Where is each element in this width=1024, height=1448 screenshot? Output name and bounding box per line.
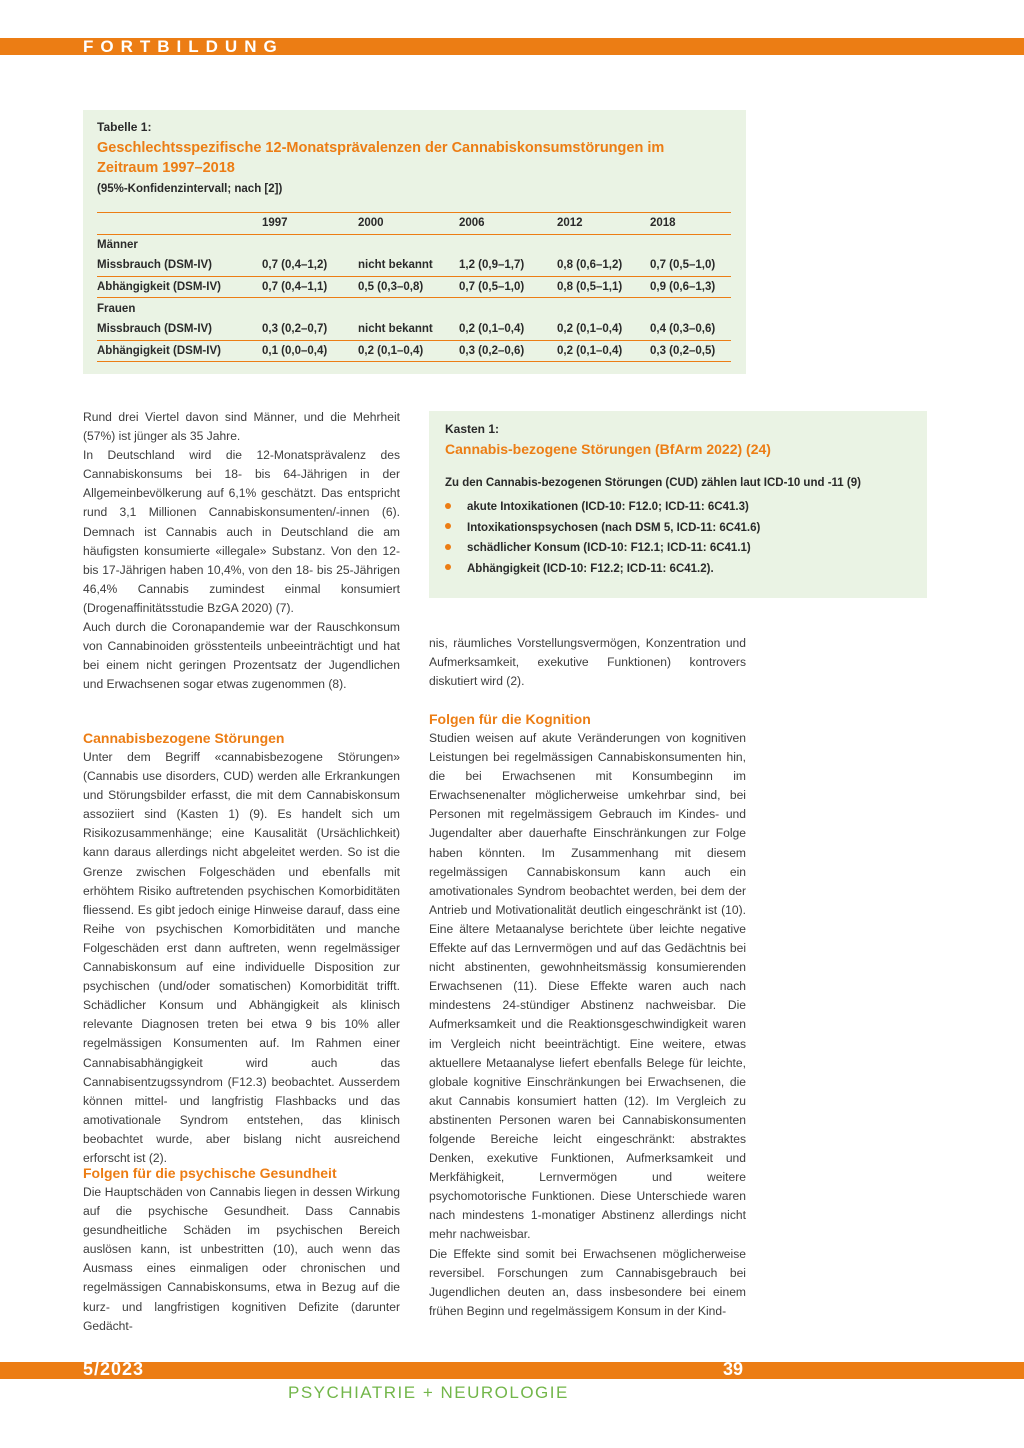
body-paragraph: In Deutschland wird die 12-Monatsprävalenz des Cannabiskonsums bei 18- bis 64-Jährigen in der Allgemeinbevölkerung auf 6,1% geschätzt. Das entspricht rund 3,1 Millionen Cannabiskonsumenten/-innen (6). Demnach ist Cannabis auch in Deutschland die am häufigsten konsumierte «illegale» Substanz. Von den 12- bis 17-Jährigen haben 10,4%, von den 18- bis 25-Jährigen 46,4% Cannabis zumindest einmal konsumiert (Drogenaffinitätsstudie BzGA 2020) (7). bbox=[83, 448, 400, 615]
list-item bbox=[445, 559, 760, 580]
list-item-text: Intoxikationspsychosen (nach DSM 5, ICD-11: 6C41.6) bbox=[467, 521, 761, 534]
list-item bbox=[445, 497, 760, 518]
table-row bbox=[97, 319, 731, 340]
table-header-row bbox=[97, 213, 731, 235]
kasten-title: Cannabis-bezogene Störungen (BfArm 2022) (24) bbox=[445, 441, 771, 457]
section-heading: Folgen für die Kognition bbox=[429, 711, 591, 727]
bullet-icon bbox=[445, 523, 451, 529]
row-label: Missbrauch (DSM-IV) bbox=[97, 323, 213, 336]
header-cell-year: 2006 bbox=[459, 217, 485, 230]
list-item-text: Abhängigkeit (ICD-10: F12.2; ICD-11: 6C41.2). bbox=[467, 562, 714, 575]
bullet-icon bbox=[445, 503, 451, 509]
table-cell: 0,7 (0,4–1,1) bbox=[262, 281, 328, 294]
table-cell: 0,3 (0,2–0,5) bbox=[650, 344, 716, 357]
body-paragraph: Auch durch die Coronapandemie war der Rauschkonsum von Cannabinoiden grösstenteils unbeeinträchtigt und hat bei einem nicht geringen Prozentsatz der Jugendlichen und Erwachsenen sogar etwas zugenommen (8). bbox=[83, 620, 400, 692]
kasten-intro: Zu den Cannabis-bezogenen Störungen (CUD) zählen laut ICD-10 und -11 (9) bbox=[445, 477, 861, 489]
group-row-maenner bbox=[97, 234, 731, 255]
section-heading: Cannabisbezogene Störungen bbox=[83, 730, 285, 746]
group-label: Männer bbox=[97, 238, 138, 251]
body-paragraph: Rund drei Viertel davon sind Männer, und die Mehrheit (57%) ist jünger als 35 Jahre. bbox=[83, 410, 400, 444]
table-row bbox=[97, 255, 731, 276]
list-item bbox=[445, 518, 760, 539]
header-cell-year: 2018 bbox=[650, 217, 676, 230]
table-cell: 0,7 (0,5–1,0) bbox=[650, 259, 716, 272]
kasten-list bbox=[445, 497, 760, 579]
body-paragraph: Unter dem Begriff «cannabisbezogene Störungen» (Cannabis use disorders, CUD) werden alle Erkrankungen und Störungsbilder erfasst, die mit dem Cannabiskonsum assoziiert sind (Kasten 1) (9). Es handelt sich um Risikozusammenhänge; eine Kausalität (Ursächlichkeit) kann daraus allerdings nicht abgeleitet werden. So ist die Grenze zwischen Folgeschäden und ebenfalls mit erhöhtem Risiko auftretenden psychischen Komorbiditäten fliessend. Es gibt jedoch einige Hinweise darauf, dass eine Reihe von psychischen Komorbiditäten und manche Folgeschäden erst dann auftreten, wenn regelmässiger Cannabiskonsum auf eine individuelle Disposition zur psychischen (und/oder somatischen) Komorbidität trifft. Schädlicher Konsum und Abhängigkeit als klinisch relevante Diagnosen treten bei etwa 9 bis 10% aller regelmässigen Konsumenten auf. Im Rahmen einer Cannabisabhängigkeit wird auch das Cannabisentzugssyndrom (F12.3) beobachtet. Ausserdem können mittel- und langfristig Flashbacks und das amotivationale Syndrom entstehen, das klinisch beobachtet wurde, aber bislang nicht ausreichend erforscht ist (2). bbox=[83, 750, 400, 1165]
table-cell: 0,3 (0,2–0,6) bbox=[459, 344, 525, 357]
prevalence-table bbox=[97, 212, 731, 362]
table-row bbox=[97, 340, 731, 362]
group-label: Frauen bbox=[97, 302, 136, 315]
bottom-accent-bar bbox=[0, 1362, 1024, 1379]
table-cell: 0,2 (0,1–0,4) bbox=[459, 323, 525, 336]
bullet-icon bbox=[445, 564, 451, 570]
body-paragraph: Die Hauptschäden von Cannabis liegen in dessen Wirkung auf die psychische Gesundheit. Dass Cannabis gesundheitliche Schäden im psychischen Bereich auslösen kann, ist unbestritten (10), auch wenn das Ausmass eines einmaligen oder chronischen und regelmässigen Cannabiskonsums, etwa in Bezug auf die kurz- und langfristigen kognitiven Defizite (darunter Gedächt- bbox=[83, 1185, 400, 1333]
section-kognition bbox=[429, 709, 746, 1321]
body-paragraph: Studien weisen auf akute Veränderungen von kognitiven Leistungen bei regelmässigen Cannabiskonsumenten hin, die bei Erwachsenen mit Konsumbeginn im Erwachsenenalter möglicherweise umkehrbar sind, bei Personen mit regelmässigem Gebrauch im Kindes- und Jugendalter aber dauerhafte Einschränkungen zur Folge haben könnten. Im Zusammenhang mit diesem regelmässigen Cannabiskonsum kann auch ein amotivationales Syndrom beobachtet werden, bei dem der Antrieb und Motivationalität deutlich eingeschränkt ist (10). Eine ältere Metaanalyse berichtete über leichte negative Effekte auf das Lernvermögen und auf das Gedächtnis bei nicht abstinenten, gewohnheitsmässig konsumierenden Erwachsenen (11). Diese Effekte waren auch nach mindestens 24-stündiger Abstinenz nachweisbar. Die Aufmerksamkeit und die Reaktionsgeschwindigkeit waren im Vergleich nicht beeinträchtigt. Eine weitere, etwas aktuellere Metaanalyse liefert ebenfalls Belege für leichte, globale kognitive Einschränkungen bei Erwachsenen, die akut Cannabis konsumiert hatten (12). Im Vergleich zu abstinenten Personen waren bei Cannabiskonsumenten folgende Bereiche leicht eingeschränkt: abstraktes Denken, exekutive Funktionen, Aufmerksamkeit und Merkfähigkeit, Lernvermögen und weitere psychomotorische Funktionen. Diese Unterschiede waren nach mindestens 1-monatiger Abstinenz allerdings nicht mehr nachweisbar. bbox=[429, 731, 746, 1242]
section-cannabisbezogene-stoerungen bbox=[83, 728, 400, 1168]
table-cell: 0,5 (0,3–0,8) bbox=[358, 281, 424, 294]
page-number: 39 bbox=[723, 1359, 744, 1379]
table-cell: 0,3 (0,2–0,7) bbox=[262, 323, 328, 336]
table-cell: 0,2 (0,1–0,4) bbox=[557, 323, 623, 336]
table-label: Tabelle 1: bbox=[97, 120, 152, 134]
table-note: (95%-Konfidenzintervall; nach [2]) bbox=[97, 183, 283, 195]
issue-number: 5/2023 bbox=[83, 1359, 145, 1379]
table-cell: 0,7 (0,4–1,2) bbox=[262, 259, 328, 272]
table-cell: nicht bekannt bbox=[358, 259, 433, 272]
row-label: Missbrauch (DSM-IV) bbox=[97, 259, 213, 272]
row-label: Abhängigkeit (DSM-IV) bbox=[97, 344, 221, 357]
table-row bbox=[97, 276, 731, 298]
section-heading: Folgen für die psychische Gesundheit bbox=[83, 1165, 337, 1181]
list-item bbox=[445, 538, 760, 559]
header-cell-year: 2000 bbox=[358, 217, 384, 230]
kasten-1-box bbox=[429, 411, 927, 598]
body-paragraph: nis, räumliches Vorstellungsvermögen, Konzentration und Aufmerksamkeit, exekutive Funktionen) kontrovers diskutiert wird (2). bbox=[429, 636, 746, 689]
table-cell: 0,8 (0,5–1,1) bbox=[557, 281, 623, 294]
left-column-intro bbox=[83, 408, 400, 694]
list-item-text: schädlicher Konsum (ICD-10: F12.1; ICD-11: 6C41.1) bbox=[467, 542, 751, 554]
kasten-label: Kasten 1: bbox=[445, 422, 500, 436]
table-cell: 0,2 (0,1–0,4) bbox=[358, 344, 424, 357]
group-row-frauen bbox=[97, 298, 731, 319]
header-cell-empty bbox=[97, 213, 262, 235]
list-item-text: akute Intoxikationen (ICD-10: F12.0; ICD-11: 6C41.3) bbox=[467, 501, 749, 513]
table-cell: 0,9 (0,6–1,3) bbox=[650, 281, 716, 294]
bullet-icon bbox=[445, 544, 451, 550]
header-cell-year: 2012 bbox=[557, 217, 583, 230]
table-cell: nicht bekannt bbox=[358, 323, 433, 336]
table-cell: 0,2 (0,1–0,4) bbox=[557, 344, 623, 357]
body-paragraph: Die Effekte sind somit bei Erwachsenen möglicherweise reversibel. Forschungen zum Cannabisgebrauch bei Jugendlichen deuten an, dass insbesondere bei einem frühen Beginn und regelmässigem Konsum in der Kind- bbox=[429, 1246, 746, 1318]
table-cell: 0,7 (0,5–1,0) bbox=[459, 281, 525, 294]
header-cell-year: 1997 bbox=[262, 217, 288, 230]
table-cell: 0,8 (0,6–1,2) bbox=[557, 259, 623, 272]
table-cell: 1,2 (0,9–1,7) bbox=[459, 259, 525, 272]
row-label: Abhängigkeit (DSM-IV) bbox=[97, 281, 221, 294]
table-1-box bbox=[83, 110, 746, 374]
table-cell: 0,4 (0,3–0,6) bbox=[650, 323, 716, 336]
table-cell: 0,1 (0,0–0,4) bbox=[262, 344, 328, 357]
section-psychische-gesundheit bbox=[83, 1163, 400, 1336]
right-column-continuation bbox=[429, 634, 746, 691]
journal-title: PSYCHIATRIE + NEUROLOGIE bbox=[288, 1383, 569, 1402]
table-title: Geschlechtsspezifische 12-Monatsprävalenzen der Cannabiskonsumstörungen im Zeitraum 1997–2018 bbox=[97, 140, 665, 176]
section-label: FORTBILDUNG bbox=[83, 37, 284, 56]
